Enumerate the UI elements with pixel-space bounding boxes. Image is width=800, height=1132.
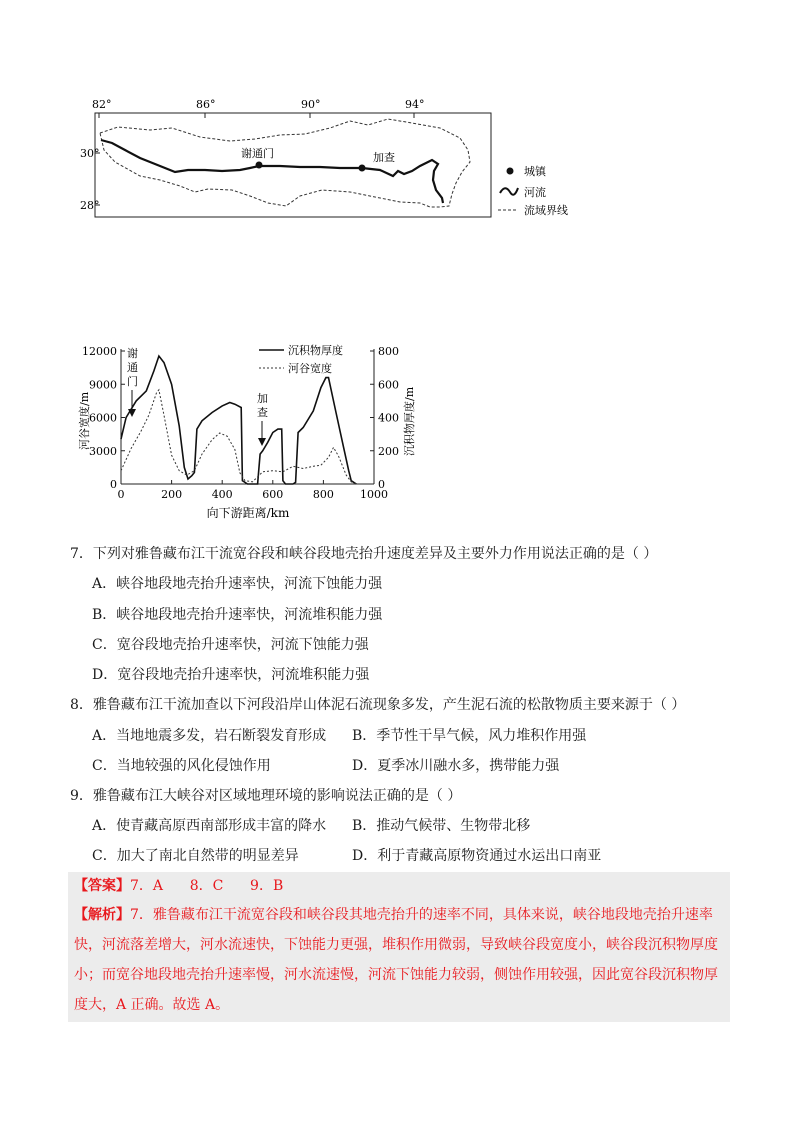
question-9-option-d[interactable]: D．利于青藏高原物资通过水运出口南亚	[352, 848, 602, 864]
x-tick-label: 400	[211, 488, 233, 501]
question-7-option-a[interactable]: A．峡谷地段地壳抬升速率快，河流下蚀能力强	[92, 576, 383, 592]
analysis-line: 快，河流落差增大，河水流速快，下蚀能力更强，堆积作用微弱，导致峡谷段宽度小，峡谷段沉积物厚度	[74, 937, 718, 953]
question-7-stem: 7．下列对雅鲁藏布江干流宽谷段和峡谷段地壳抬升速度差异及主要外力作用说法正确的是（ ）	[70, 546, 658, 562]
question-9-option-a[interactable]: A．使青藏高原西南部形成丰富的降水	[92, 818, 327, 834]
annotation-xietongmen-char: 谢	[127, 347, 138, 360]
y-right-tick-label: 600	[378, 378, 399, 392]
question-7-option-b[interactable]: B．峡谷地段地壳抬升速率快，河流堆积能力强	[92, 607, 383, 623]
question-8-option-c[interactable]: C．当地较强的风化侵蚀作用	[92, 758, 271, 774]
lon-label: 86°	[196, 98, 216, 111]
legend-river-label: 河流	[524, 186, 546, 199]
lat-label: 28°	[80, 199, 100, 212]
x-tick-label: 600	[262, 488, 284, 501]
y-right-tick-label: 0	[378, 478, 385, 491]
town-label: 加查	[373, 151, 395, 164]
y-left-tick-label: 9000	[89, 378, 117, 392]
analysis-line	[74, 906, 713, 924]
legend-width-label: 河谷宽度	[288, 362, 332, 375]
legend-boundary-label: 流域界线	[524, 204, 568, 217]
town-label: 谢通门	[241, 147, 274, 160]
question-9-option-b[interactable]: B．推动气候带、生物带北移	[352, 818, 531, 834]
question-9-stem: 9．雅鲁藏布江大峡谷对区域地理环境的影响说法正确的是（ ）	[70, 788, 462, 804]
y-right-axis-title: 沉积物厚度/m	[403, 386, 416, 456]
x-tick-label: 800	[312, 488, 334, 501]
question-8-option-a[interactable]: A．当地地震多发，岩石断裂发育形成	[92, 728, 327, 744]
answer-line	[74, 877, 283, 895]
y-left-tick-label: 3000	[89, 444, 117, 458]
legend-town-icon	[507, 168, 514, 175]
river-basin-map	[80, 96, 580, 226]
y-right-tick-label: 800	[378, 345, 399, 358]
x-axis-title: 向下游距离/km	[206, 506, 290, 520]
annotation-jiacha-char: 查	[257, 406, 268, 419]
lon-label: 90°	[301, 98, 321, 111]
analysis-text: 7．雅鲁藏布江干流宽谷段和峡谷段其地壳抬升的速率不同，具体来说，峡谷地段地壳抬升速率	[130, 907, 713, 923]
y-left-tick-label: 0	[110, 478, 117, 491]
annotation-arrowhead	[258, 438, 266, 446]
x-tick-label: 1000	[360, 488, 388, 501]
x-tick-label: 200	[161, 488, 183, 501]
analysis-line: 小；而宽谷地段地壳抬升速率慢，河水流速慢，河流下蚀能力较弱，侧蚀作用较强，因此宽谷段沉积物厚	[74, 967, 718, 983]
x-tick-label: 0	[117, 488, 125, 501]
annotation-xietongmen-char: 门	[127, 375, 138, 388]
legend-river-icon	[500, 188, 518, 195]
question-9-option-c[interactable]: C．加大了南北自然带的明显差异	[92, 848, 299, 864]
town-marker	[359, 165, 366, 172]
y-right-tick-label: 200	[378, 444, 399, 458]
lon-label: 82°	[92, 98, 112, 111]
legend-sediment-label: 沉积物厚度	[288, 344, 343, 357]
sediment-valley-chart	[60, 330, 420, 525]
analysis-line: 度大，A 正确。故选 A。	[74, 997, 230, 1013]
question-8-stem: 8．雅鲁藏布江干流加查以下河段沿岸山体泥石流现象多发，产生泥石流的松散物质主要来源于（ ）	[70, 697, 686, 713]
y-right-tick-label: 400	[378, 411, 399, 425]
analysis-label: 【解析】	[74, 907, 130, 923]
series-valley-width	[121, 390, 356, 484]
y-left-tick-label: 12000	[82, 345, 117, 358]
answer-label: 【答案】	[74, 878, 130, 894]
basin-boundary	[100, 119, 470, 207]
legend-town-label: 城镇	[524, 165, 546, 178]
lat-label: 30°	[80, 147, 100, 160]
question-8-option-d[interactable]: D．夏季冰川融水多，携带能力强	[352, 758, 560, 774]
question-7-option-d[interactable]: D．宽谷段地壳抬升速率快，河流堆积能力强	[92, 667, 370, 683]
y-left-axis-title: 河谷宽度/m	[78, 391, 91, 450]
question-7-option-c[interactable]: C．宽谷段地壳抬升速率快，河流下蚀能力强	[92, 637, 369, 653]
annotation-jiacha-char: 加	[257, 392, 268, 405]
annotation-xietongmen-char: 通	[127, 361, 138, 374]
y-left-tick-label: 6000	[89, 411, 117, 425]
town-marker	[256, 162, 263, 169]
question-8-option-b[interactable]: B．季节性干旱气候，风力堆积作用强	[352, 728, 587, 744]
answer-text: 7．A 8．C 9．B	[130, 878, 284, 894]
lon-label: 94°	[405, 98, 425, 111]
